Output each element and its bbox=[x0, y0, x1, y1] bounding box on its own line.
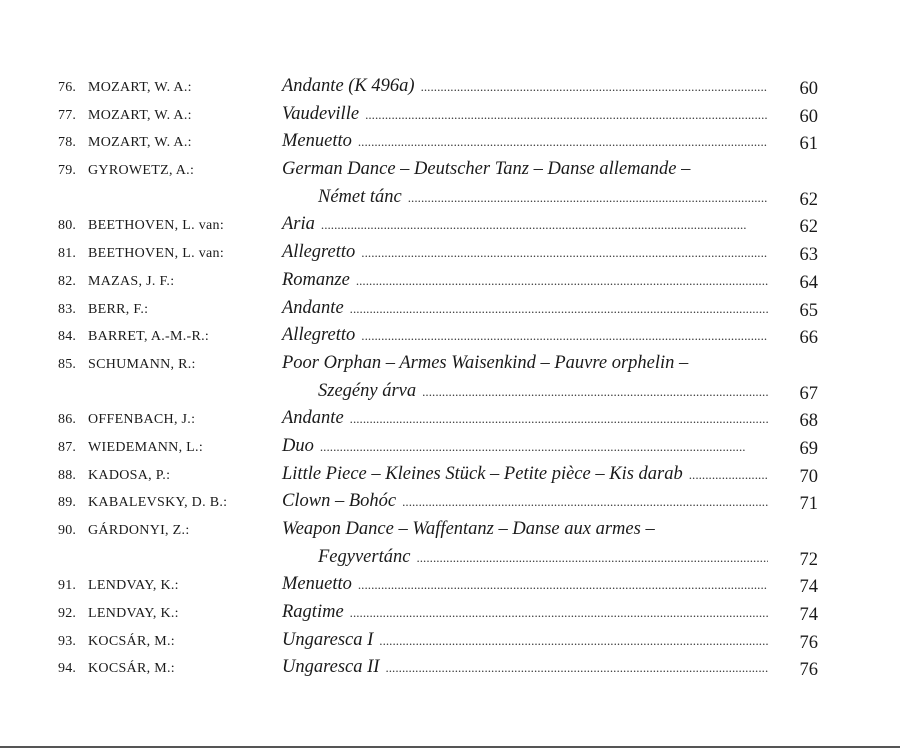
dot-leader bbox=[356, 273, 768, 289]
toc-entry bbox=[58, 657, 830, 685]
dot-leader bbox=[365, 107, 768, 123]
toc-line bbox=[58, 408, 830, 436]
title-wrap bbox=[282, 298, 768, 319]
dot-leader bbox=[350, 605, 768, 621]
page-number: 60 bbox=[799, 79, 818, 99]
dot-leader bbox=[421, 79, 768, 95]
piece-title: Andante (K 496a) bbox=[282, 76, 415, 96]
toc-entry bbox=[58, 104, 830, 132]
entry-number: 80. bbox=[58, 218, 77, 234]
composer-name: MAZAS, J. F.: bbox=[88, 273, 175, 289]
piece-title: Ragtime bbox=[282, 602, 344, 623]
piece-title: Menuetto bbox=[282, 574, 352, 595]
toc-entry bbox=[58, 214, 830, 242]
piece-title: Duo bbox=[282, 435, 314, 456]
page-number: 66 bbox=[799, 328, 818, 349]
entry-number: 76. bbox=[58, 80, 77, 95]
piece-title: Andante bbox=[282, 408, 344, 429]
piece-title: Ungaresca II bbox=[282, 657, 380, 678]
page-number: 63 bbox=[799, 245, 818, 266]
title-wrap bbox=[282, 325, 768, 346]
dot-leader bbox=[320, 439, 768, 455]
title-wrap bbox=[282, 436, 768, 457]
page-number: 76 bbox=[799, 632, 818, 653]
title-wrap bbox=[282, 353, 758, 374]
toc-line bbox=[58, 104, 830, 132]
piece-title-continued: Német tánc bbox=[318, 186, 402, 207]
title-wrap bbox=[282, 519, 758, 540]
toc-entry bbox=[58, 325, 830, 353]
entry-number: 82. bbox=[58, 273, 77, 289]
dot-leader bbox=[350, 301, 768, 317]
composer-name: OFFENBACH, J.: bbox=[88, 412, 196, 428]
toc-line bbox=[58, 270, 830, 298]
toc-line bbox=[58, 214, 830, 242]
toc-line bbox=[58, 574, 830, 602]
toc-entry bbox=[58, 464, 830, 492]
title-wrap bbox=[282, 104, 768, 125]
page-number: 74 bbox=[799, 605, 818, 626]
composer-name: MOZART, W. A.: bbox=[88, 80, 192, 95]
dot-leader bbox=[416, 550, 768, 566]
page-number: 76 bbox=[799, 660, 818, 681]
toc-entry bbox=[58, 408, 830, 436]
toc-entry bbox=[58, 436, 830, 464]
piece-title: Weapon Dance – Waffentanz – Danse aux armes – bbox=[282, 519, 655, 539]
piece-title: Allegretto bbox=[282, 325, 356, 346]
piece-title: Ungaresca I bbox=[282, 629, 374, 650]
toc-line-continued bbox=[58, 547, 830, 575]
title-wrap bbox=[282, 574, 768, 595]
composer-name: MOZART, W. A.: bbox=[88, 135, 192, 151]
title-wrap bbox=[282, 630, 768, 651]
entry-number: 94. bbox=[58, 661, 77, 677]
piece-title: Andante bbox=[282, 297, 344, 318]
piece-title: Menuetto bbox=[282, 131, 352, 152]
title-wrap bbox=[282, 242, 768, 263]
page-number: 68 bbox=[799, 411, 818, 432]
toc-entry bbox=[58, 491, 830, 519]
toc-line bbox=[58, 491, 830, 519]
toc-line bbox=[58, 602, 830, 630]
toc-entry bbox=[58, 353, 830, 408]
toc-line bbox=[58, 436, 830, 464]
dot-leader bbox=[689, 467, 768, 483]
composer-name: MOZART, W. A.: bbox=[88, 107, 192, 123]
page-number: 70 bbox=[799, 466, 818, 487]
title-wrap bbox=[282, 657, 768, 678]
toc-entry bbox=[58, 574, 830, 602]
piece-title: Aria bbox=[282, 214, 315, 235]
page-number: 65 bbox=[799, 300, 818, 321]
dot-leader bbox=[385, 660, 768, 676]
title-wrap bbox=[318, 381, 768, 402]
entry-number: 78. bbox=[58, 135, 77, 151]
title-wrap bbox=[282, 159, 758, 180]
composer-name: SCHUMANN, R.: bbox=[88, 356, 196, 372]
title-wrap bbox=[282, 491, 768, 512]
dot-leader bbox=[402, 494, 768, 510]
toc-line bbox=[58, 353, 830, 381]
page-number: 64 bbox=[799, 272, 818, 293]
composer-name: BERR, F.: bbox=[88, 301, 149, 317]
composer-name: LENDVAY, K.: bbox=[88, 578, 179, 594]
toc-entry bbox=[58, 602, 830, 630]
piece-title: Romanze bbox=[282, 269, 350, 290]
dot-leader bbox=[379, 633, 768, 649]
dot-leader bbox=[408, 190, 768, 206]
composer-name: GYROWETZ, A.: bbox=[88, 163, 195, 179]
composer-name: KABALEVSKY, D. B.: bbox=[88, 495, 228, 511]
page-number: 67 bbox=[799, 383, 818, 404]
piece-title: Allegretto bbox=[282, 242, 356, 263]
entry-number: 93. bbox=[58, 633, 77, 649]
composer-name: BEETHOVEN, L. van: bbox=[88, 246, 225, 262]
entry-number: 81. bbox=[58, 246, 77, 262]
page-number: 62 bbox=[799, 189, 818, 210]
composer-name: LENDVAY, K.: bbox=[88, 606, 179, 622]
toc-line bbox=[58, 242, 830, 270]
title-wrap bbox=[282, 602, 768, 623]
entry-number: 88. bbox=[58, 467, 77, 483]
entry-number: 92. bbox=[58, 606, 77, 622]
page-number: 61 bbox=[799, 134, 818, 155]
piece-title: Clown – Bohóc bbox=[282, 491, 397, 512]
composer-name: KOCSÁR, M.: bbox=[88, 633, 175, 649]
toc-line-continued bbox=[58, 381, 830, 409]
entry-number: 89. bbox=[58, 495, 77, 511]
entry-number: 85. bbox=[58, 356, 77, 372]
piece-title: Little Piece – Kleines Stück – Petite pièce – Kis darab bbox=[282, 463, 683, 484]
toc-line bbox=[58, 630, 830, 658]
dot-leader bbox=[358, 134, 768, 150]
title-wrap bbox=[282, 131, 768, 152]
toc-line-continued bbox=[58, 187, 830, 215]
piece-title-continued: Fegyvertánc bbox=[318, 546, 411, 567]
toc-line bbox=[58, 519, 830, 547]
page-number: 60 bbox=[799, 106, 818, 127]
toc-line bbox=[58, 76, 830, 104]
entry-number: 91. bbox=[58, 578, 77, 594]
page-number: 72 bbox=[799, 549, 818, 570]
entry-number: 83. bbox=[58, 301, 77, 317]
toc-line bbox=[58, 159, 830, 187]
composer-name: KOCSÁR, M.: bbox=[88, 661, 175, 677]
composer-name: WIEDEMANN, L.: bbox=[88, 439, 204, 455]
toc-line bbox=[58, 325, 830, 353]
toc-entry bbox=[58, 76, 830, 104]
entry-number: 86. bbox=[58, 412, 77, 428]
page-number: 62 bbox=[799, 217, 818, 238]
entry-number: 79. bbox=[58, 163, 77, 179]
toc-entry bbox=[58, 131, 830, 159]
dot-leader bbox=[321, 217, 768, 233]
piece-title-continued: Szegény árva bbox=[318, 380, 417, 401]
piece-title: German Dance – Deutscher Tanz – Danse allemande – bbox=[282, 159, 691, 180]
dot-leader bbox=[361, 245, 768, 261]
entry-number: 87. bbox=[58, 439, 77, 455]
toc-entry bbox=[58, 159, 830, 214]
toc-entry bbox=[58, 242, 830, 270]
toc-line bbox=[58, 464, 830, 492]
piece-title: Poor Orphan – Armes Waisenkind – Pauvre orphelin – bbox=[282, 352, 689, 373]
dot-leader bbox=[361, 328, 768, 344]
dot-leader bbox=[350, 411, 768, 427]
page-number: 69 bbox=[799, 438, 818, 459]
title-wrap bbox=[282, 464, 768, 485]
dot-leader bbox=[422, 384, 768, 400]
toc-entry bbox=[58, 630, 830, 658]
entry-number: 77. bbox=[58, 107, 77, 123]
table-of-contents bbox=[58, 76, 830, 685]
toc-line bbox=[58, 131, 830, 159]
toc-line bbox=[58, 657, 830, 685]
composer-name: BARRET, A.-M.-R.: bbox=[88, 329, 210, 345]
dot-leader bbox=[358, 577, 768, 593]
piece-title: Vaudeville bbox=[282, 103, 360, 124]
entry-number: 84. bbox=[58, 329, 77, 345]
title-wrap bbox=[282, 214, 768, 235]
toc-line bbox=[58, 298, 830, 326]
composer-name: GÁRDONYI, Z.: bbox=[88, 523, 190, 538]
entry-number: 90. bbox=[58, 523, 77, 538]
composer-name: KADOSA, P.: bbox=[88, 467, 171, 483]
toc-entry bbox=[58, 270, 830, 298]
toc-entry bbox=[58, 519, 830, 574]
title-wrap bbox=[282, 76, 768, 97]
title-wrap bbox=[282, 270, 768, 291]
title-wrap bbox=[318, 187, 768, 208]
page-number: 71 bbox=[799, 494, 818, 515]
page-number: 74 bbox=[799, 577, 818, 598]
toc-entry bbox=[58, 298, 830, 326]
title-wrap bbox=[282, 408, 768, 429]
composer-name: BEETHOVEN, L. van: bbox=[88, 218, 225, 234]
title-wrap bbox=[318, 547, 768, 568]
